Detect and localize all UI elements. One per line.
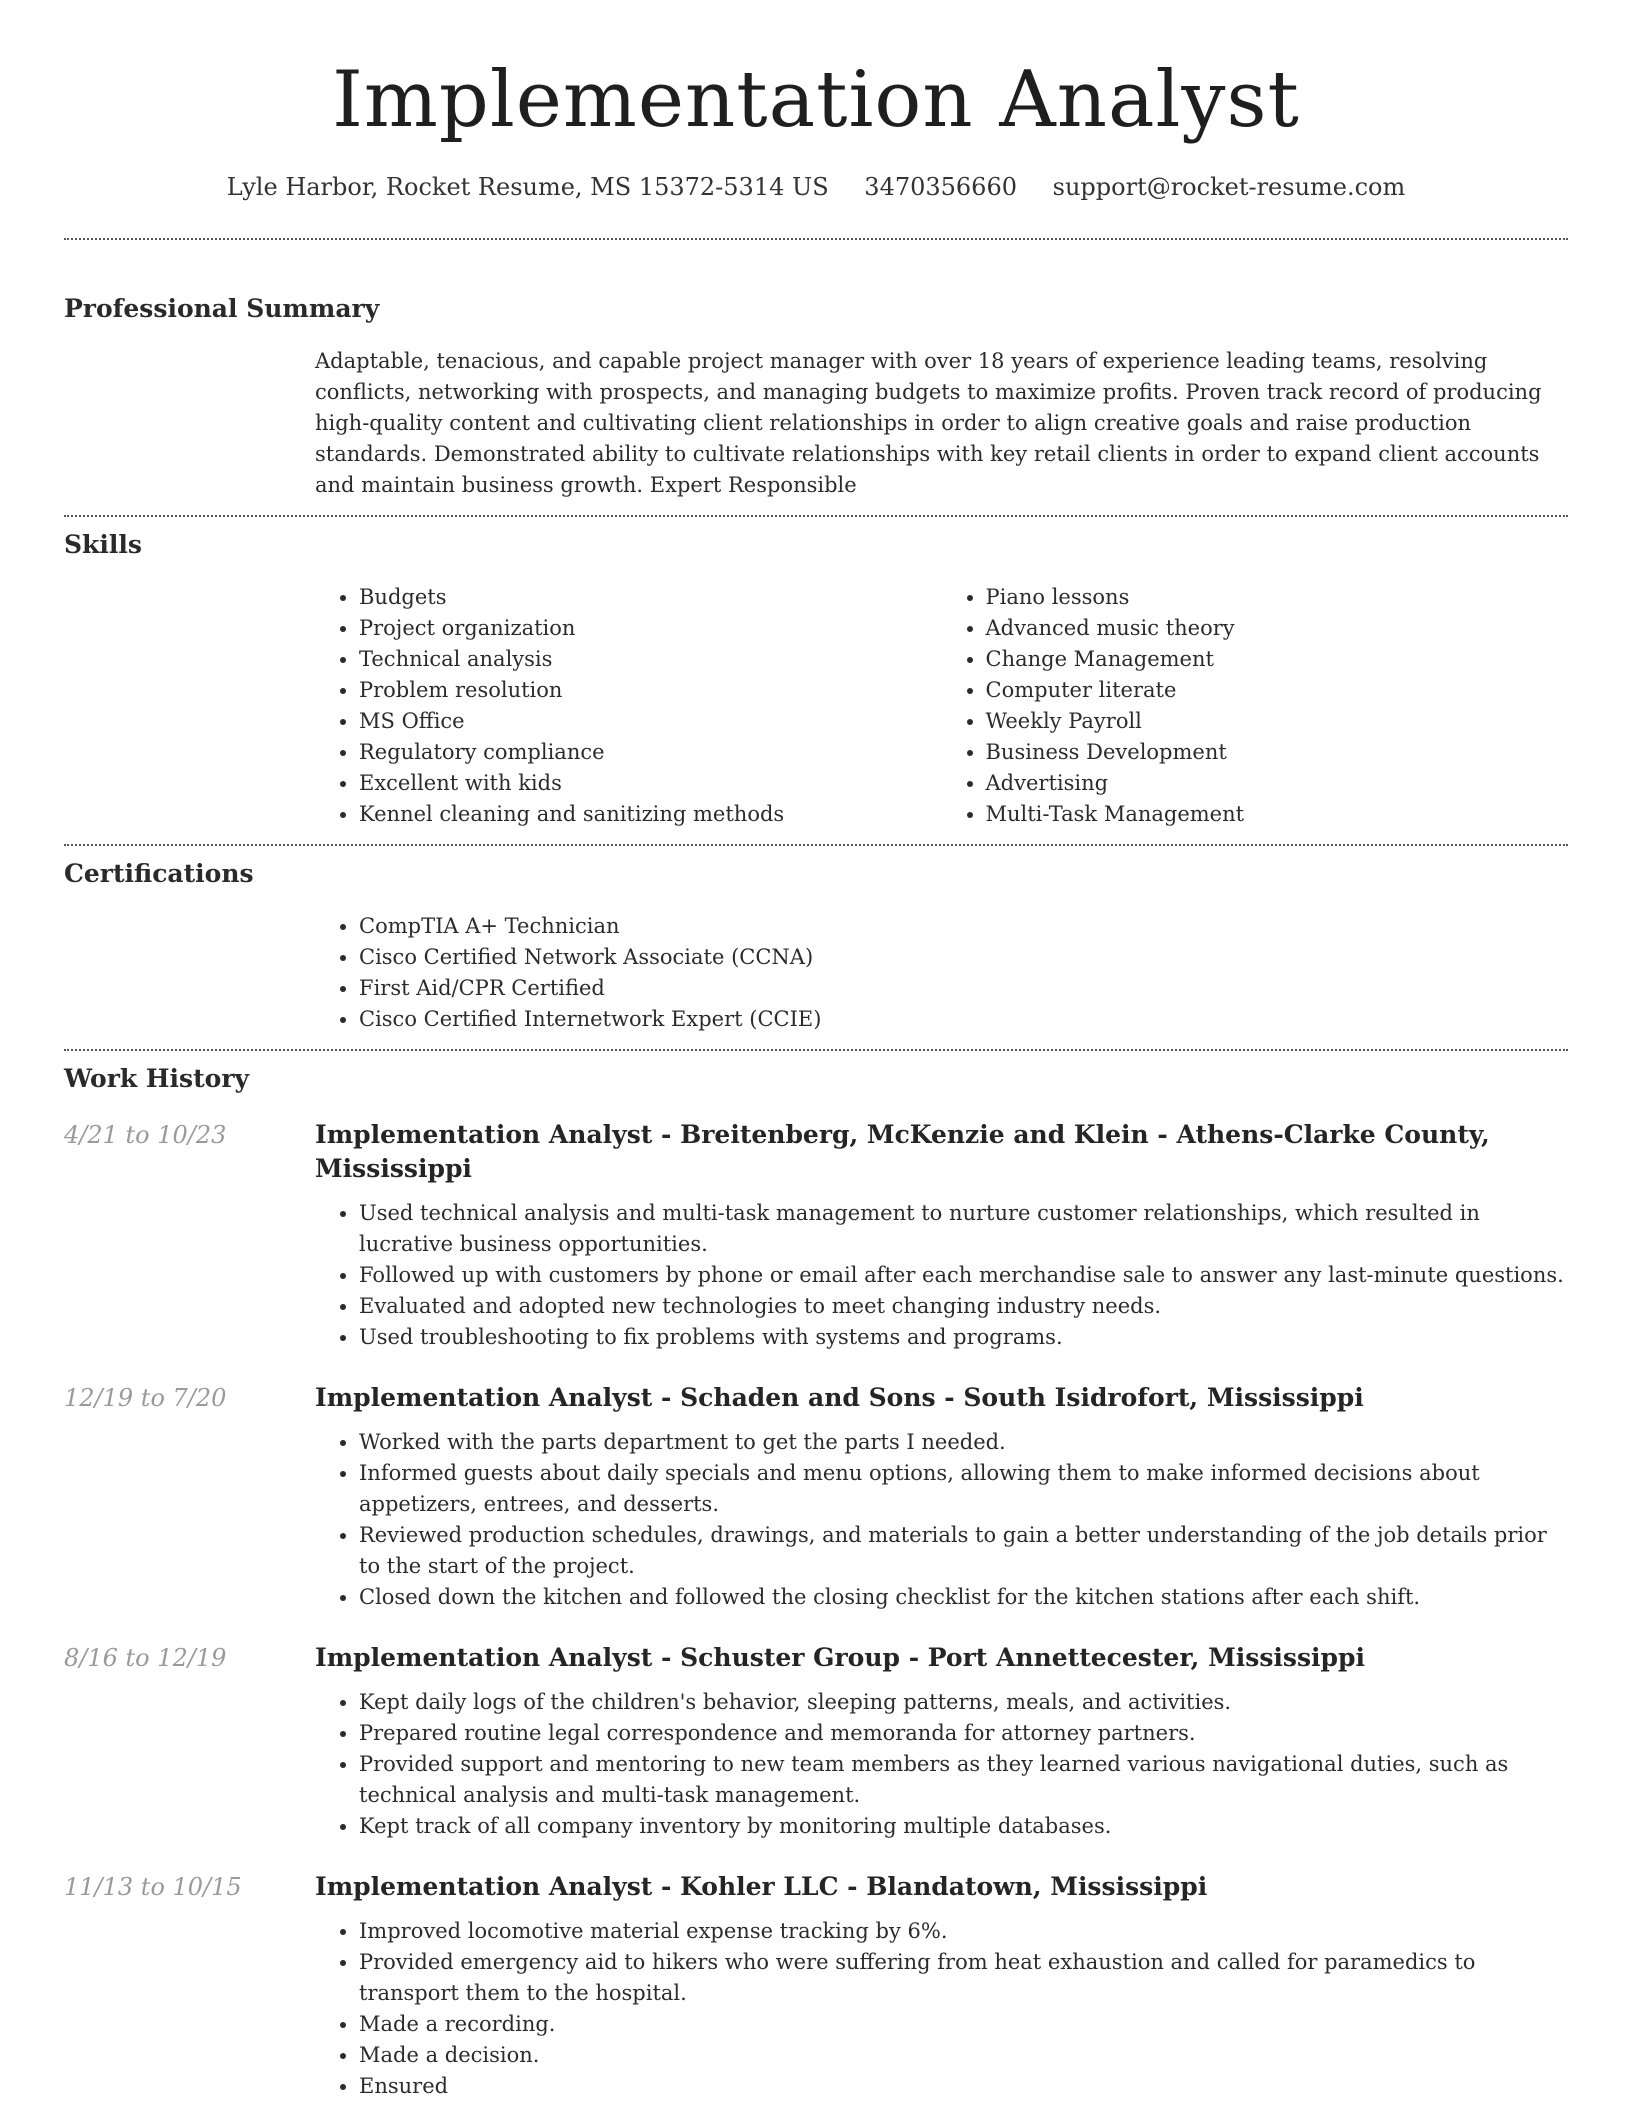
job-heading: Implementation Analyst - Schuster Group - Port Annettecester, Mississippi bbox=[315, 1643, 1365, 1672]
contact-phone: 3470356660 bbox=[864, 173, 1017, 201]
skill-item: • Regulatory compliance bbox=[359, 737, 942, 768]
job-entry bbox=[64, 1641, 1568, 1842]
work-history-section bbox=[64, 1051, 1568, 2102]
skill-item: • Technical analysis bbox=[359, 644, 942, 675]
skill-item: • Kennel cleaning and sanitizing methods bbox=[359, 799, 942, 830]
job-entry bbox=[64, 1870, 1568, 2102]
job-details bbox=[315, 1870, 1568, 2102]
certification-item: • First Aid/CPR Certified bbox=[359, 973, 1568, 1004]
summary-text: Adaptable, tenacious, and capable project manager with over 18 years of experience leading teams, resolving conflicts, networking with prospects, and managing budgets to maximize profits. Proven track record of producing high-quality content and cultivating client relationships in order to align creative goals and raise production standards. Demonstrated ability to cultivate relationships with key retail clients in order to expand client accounts and maintain business growth. Expert Responsible bbox=[315, 349, 1542, 497]
job-heading: Implementation Analyst - Kohler LLC - Blandatown, Mississippi bbox=[315, 1872, 1208, 1901]
skills-columns bbox=[315, 582, 1568, 830]
skill-item: • Computer literate bbox=[986, 675, 1569, 706]
summary-heading: Professional Summary bbox=[64, 294, 380, 323]
certifications-list bbox=[315, 911, 1568, 1035]
contact-email: support@rocket-resume.com bbox=[1052, 173, 1406, 201]
skill-item: • Multi-Task Management bbox=[986, 799, 1569, 830]
job-bullet: • Used technical analysis and multi-task management to nurture customer relationships, which resulted in lucrative business opportunities. bbox=[359, 1198, 1568, 1260]
job-dates: 11/13 to 10/15 bbox=[64, 1873, 242, 1901]
skills-section bbox=[64, 517, 1568, 830]
job-bullet: • Provided emergency aid to hikers who were suffering from heat exhaustion and called for paramedics to transport them to the hospital. bbox=[359, 1947, 1568, 2009]
job-bullet: • Evaluated and adopted new technologies to meet changing industry needs. bbox=[359, 1291, 1568, 1322]
certification-item: • Cisco Certified Network Associate (CCNA) bbox=[359, 942, 1568, 973]
job-bullet: • Improved locomotive material expense tracking by 6%. bbox=[359, 1916, 1568, 1947]
certification-item: • Cisco Certified Internetwork Expert (CCIE) bbox=[359, 1004, 1568, 1035]
job-bullet: • Kept track of all company inventory by monitoring multiple databases. bbox=[359, 1811, 1568, 1842]
job-bullets bbox=[315, 1687, 1568, 1842]
job-bullet: • Followed up with customers by phone or email after each merchandise sale to answer any last-minute questions. bbox=[359, 1260, 1568, 1291]
contact-address: Lyle Harbor, Rocket Resume, MS 15372-5314 US bbox=[226, 173, 829, 201]
job-dates: 12/19 to 7/20 bbox=[64, 1384, 227, 1412]
skill-item: • Piano lessons bbox=[986, 582, 1569, 613]
summary-body bbox=[315, 346, 1568, 501]
resume-page bbox=[64, 0, 1568, 2102]
skill-item: • Change Management bbox=[986, 644, 1569, 675]
job-bullet: • Made a recording. bbox=[359, 2009, 1568, 2040]
contact-line bbox=[64, 170, 1568, 204]
job-details bbox=[315, 1641, 1568, 1842]
job-bullet: • Reviewed production schedules, drawings, and materials to gain a better understanding of the job details prior to the start of the project. bbox=[359, 1520, 1568, 1582]
job-heading: Implementation Analyst - Schaden and Sons - South Isidrofort, Mississippi bbox=[315, 1383, 1364, 1412]
resume-title: Implementation Analyst bbox=[332, 55, 1300, 145]
summary-section bbox=[64, 240, 1568, 501]
job-entry bbox=[64, 1118, 1568, 1353]
skill-item: • Advertising bbox=[986, 768, 1569, 799]
job-bullet: • Closed down the kitchen and followed the closing checklist for the kitchen stations after each shift. bbox=[359, 1582, 1568, 1613]
work-history-heading: Work History bbox=[64, 1064, 250, 1093]
job-dates: 8/16 to 12/19 bbox=[64, 1644, 227, 1672]
certifications-body bbox=[315, 911, 1568, 1035]
skill-item: • Budgets bbox=[359, 582, 942, 613]
skill-item: • Weekly Payroll bbox=[986, 706, 1569, 737]
job-bullets bbox=[315, 1427, 1568, 1613]
skill-item: • Excellent with kids bbox=[359, 768, 942, 799]
job-details bbox=[315, 1381, 1568, 1613]
job-heading: Implementation Analyst - Breitenberg, McKenzie and Klein - Athens-Clarke County, Mississippi bbox=[315, 1120, 1490, 1183]
job-bullet: • Prepared routine legal correspondence and memoranda for attorney partners. bbox=[359, 1718, 1568, 1749]
skill-item: • MS Office bbox=[359, 706, 942, 737]
job-bullet: • Worked with the parts department to get the parts I needed. bbox=[359, 1427, 1568, 1458]
job-bullet: • Ensured bbox=[359, 2071, 1568, 2102]
skill-item: • Advanced music theory bbox=[986, 613, 1569, 644]
skill-item: • Problem resolution bbox=[359, 675, 942, 706]
job-dates: 4/21 to 10/23 bbox=[64, 1121, 227, 1149]
skills-list-right bbox=[942, 582, 1569, 830]
job-bullets bbox=[315, 1916, 1568, 2102]
skill-item: • Project organization bbox=[359, 613, 942, 644]
skill-item: • Business Development bbox=[986, 737, 1569, 768]
job-bullet: • Kept daily logs of the children's behavior, sleeping patterns, meals, and activities. bbox=[359, 1687, 1568, 1718]
job-bullet: • Provided support and mentoring to new team members as they learned various navigational duties, such as technical analysis and multi-task management. bbox=[359, 1749, 1568, 1811]
job-bullet: • Used troubleshooting to fix problems with systems and programs. bbox=[359, 1322, 1568, 1353]
skills-list-left bbox=[315, 582, 942, 830]
job-bullet: • Informed guests about daily specials and menu options, allowing them to make informed decisions about appetizers, entrees, and desserts. bbox=[359, 1458, 1568, 1520]
skills-heading: Skills bbox=[64, 530, 142, 559]
job-bullet: • Made a decision. bbox=[359, 2040, 1568, 2071]
job-details bbox=[315, 1118, 1568, 1353]
certification-item: • CompTIA A+ Technician bbox=[359, 911, 1568, 942]
certifications-section bbox=[64, 846, 1568, 1035]
job-entry bbox=[64, 1381, 1568, 1613]
job-bullets bbox=[315, 1198, 1568, 1353]
certifications-heading: Certifications bbox=[64, 859, 254, 888]
